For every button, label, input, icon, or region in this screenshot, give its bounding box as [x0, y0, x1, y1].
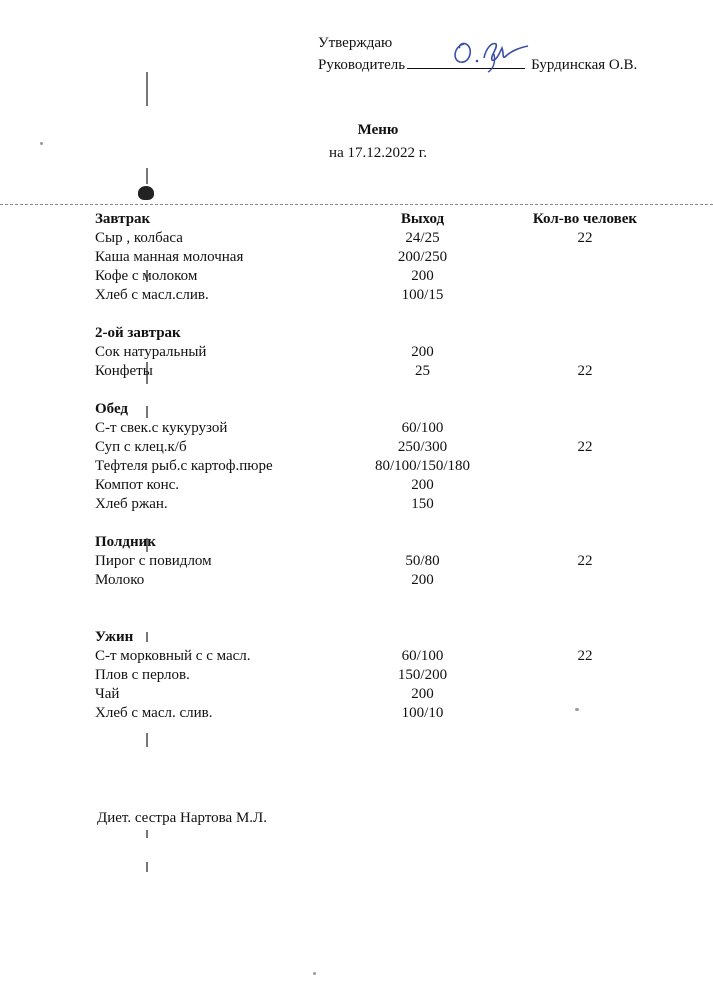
scan-speck — [40, 142, 43, 145]
menu-title: Меню — [357, 122, 399, 138]
table-row — [95, 476, 655, 495]
table-row — [95, 685, 655, 704]
fold-line — [0, 204, 713, 205]
dish-name: С-т морковный с с масл. — [95, 648, 251, 664]
dish-count: 22 — [577, 553, 593, 569]
dish-count: 22 — [577, 363, 593, 379]
table-row — [95, 248, 655, 267]
dietitian-signoff: Диет. сестра Нартова М.Л. — [97, 810, 267, 826]
dish-output: 60/100 — [401, 420, 444, 436]
dish-name: С-т свек.с кукурузой — [95, 420, 228, 436]
scan-mark — [146, 72, 148, 106]
table-row — [95, 495, 655, 514]
section-title-second-breakfast: 2-ой завтрак — [95, 325, 181, 341]
dish-name: Сок натуральный — [95, 344, 207, 360]
dish-name: Суп с клец.к/б — [95, 439, 187, 455]
table-row — [95, 552, 655, 571]
table-row — [95, 362, 655, 381]
dish-count: 22 — [577, 230, 593, 246]
section-title — [95, 533, 655, 552]
dish-output: 50/80 — [405, 553, 440, 569]
dish-name: Молоко — [95, 572, 145, 588]
scan-speck — [313, 972, 316, 975]
dish-name: Каша манная молочная — [95, 249, 244, 265]
dish-name: Конфеты — [95, 363, 153, 379]
dish-name: Тефтеля рыб.с картоф.пюре — [95, 458, 273, 474]
dish-name: Кофе с молоком — [95, 268, 198, 284]
header-output: Выход — [400, 211, 445, 227]
section-title — [95, 400, 655, 419]
dish-output: 80/100/150/180 — [374, 458, 470, 474]
spacer — [95, 305, 655, 324]
dish-output: 60/100 — [401, 648, 444, 664]
dish-output: 24/25 — [405, 230, 440, 246]
section-title-lunch: Обед — [95, 401, 129, 417]
table-row — [95, 457, 655, 476]
dish-name: Сыр , колбаса — [95, 230, 183, 246]
approve-word: Утверждаю — [318, 35, 393, 51]
scan-mark — [146, 168, 148, 184]
spacer — [95, 514, 655, 533]
dish-name: Чай — [95, 686, 120, 702]
dish-output: 100/10 — [401, 705, 444, 721]
table-row — [95, 343, 655, 362]
table-row — [95, 267, 655, 286]
dish-output: 200 — [411, 572, 434, 588]
table-row — [95, 286, 655, 305]
section-title-dinner: Ужин — [95, 629, 134, 645]
dish-output: 25 — [415, 363, 430, 379]
dish-output: 200 — [411, 268, 434, 284]
spacer — [95, 381, 655, 400]
dish-output: 200 — [411, 686, 434, 702]
table-row — [95, 666, 655, 685]
table-header — [95, 210, 655, 229]
dish-output: 150 — [411, 496, 434, 512]
table-row — [95, 571, 655, 590]
scan-mark — [146, 733, 148, 747]
section-title-afternoon-snack: Полдник — [95, 534, 156, 550]
dish-output: 100/15 — [401, 287, 444, 303]
table-row — [95, 647, 655, 666]
table-row — [95, 229, 655, 248]
dish-output: 200/250 — [397, 249, 448, 265]
header-count: Кол-во человек — [532, 211, 638, 227]
approver-name: Бурдинская О.В. — [531, 57, 638, 73]
spacer — [95, 590, 655, 628]
table-row — [95, 704, 655, 723]
approver-position: Руководитель — [318, 57, 406, 73]
dish-count: 22 — [577, 439, 593, 455]
dish-name: Хлеб ржан. — [95, 496, 168, 512]
dish-output: 150/200 — [397, 667, 448, 683]
dish-output: 200 — [411, 344, 434, 360]
dish-name: Плов с перлов. — [95, 667, 190, 683]
menu-date: на 17.12.2022 г. — [329, 145, 427, 161]
scan-mark — [146, 830, 148, 838]
dish-count: 22 — [577, 648, 593, 664]
dish-name: Пирог с повидлом — [95, 553, 212, 569]
ink-blot — [138, 186, 154, 200]
dish-name: Хлеб с масл.слив. — [95, 287, 209, 303]
dish-name: Хлеб с масл. слив. — [95, 705, 213, 721]
section-title — [95, 324, 655, 343]
table-row — [95, 419, 655, 438]
scan-mark — [146, 862, 148, 872]
dish-output: 200 — [411, 477, 434, 493]
dish-name: Компот конс. — [95, 477, 180, 493]
menu-table — [95, 210, 655, 723]
section-title — [95, 628, 655, 647]
dish-output: 250/300 — [397, 439, 448, 455]
table-row — [95, 438, 655, 457]
header-breakfast: Завтрак — [95, 211, 151, 227]
handwritten-signature — [442, 34, 532, 74]
